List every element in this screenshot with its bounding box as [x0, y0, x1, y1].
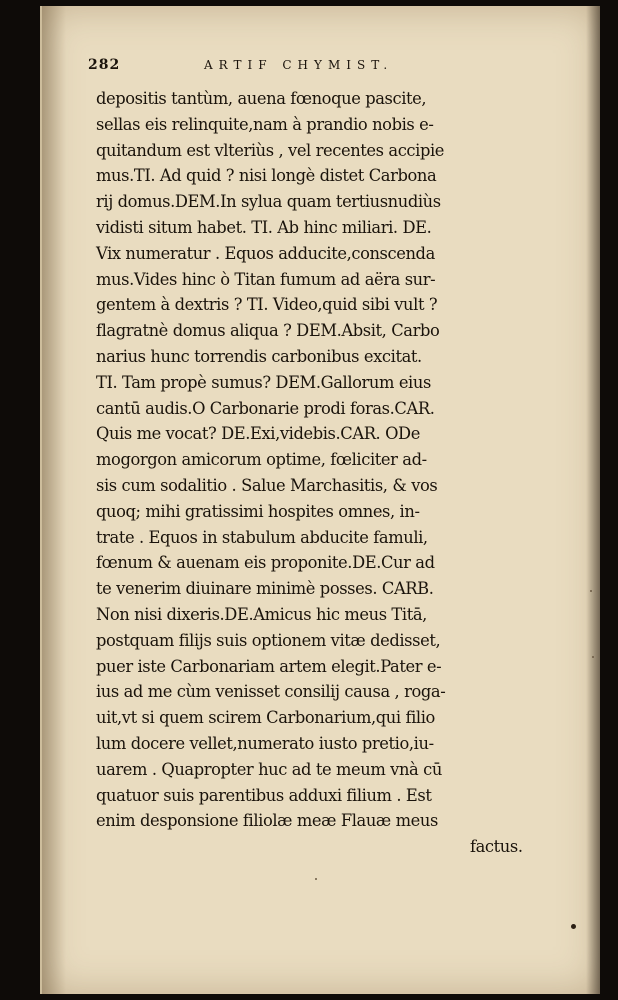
text-line: uarem . Quapropter huc ad te meum vnà cū [96, 759, 442, 779]
text-line: Quis me vocat? DE.Exi,videbis.CAR. ODe [96, 424, 420, 444]
text-line: uit,vt si quem scirem Carbonarium,qui filio [96, 708, 435, 728]
text-line: mus.TI. Ad quid ? nisi longè distet Carbona [96, 166, 437, 186]
text-line: fœnum & auenam eis proponite.DE.Cur ad [96, 553, 435, 573]
text-line: ius ad me cùm venisset consilij causa , roga- [96, 682, 446, 702]
paper-speck [315, 878, 317, 880]
text-line: flagratnè domus aliqua ? DEM.Absit, Carbo [96, 321, 440, 341]
page-number: 282 [88, 57, 121, 73]
text-line: postquam filijs suis optionem vitæ dedisset, [96, 630, 441, 650]
text-line: sellas eis relinquite,nam à prandio nobis e- [96, 114, 434, 134]
text-line-final: factus. [470, 837, 523, 857]
text-line: quoq; mihi gratissimi hospites omnes, in- [96, 501, 420, 521]
text-line: quitandum est vlteriùs , vel recentes accipie [96, 140, 445, 160]
text-line: depositis tantùm, auena fœnoque pascite, [96, 89, 427, 108]
paper-speck [592, 656, 594, 658]
text-line: sis cum sodalitio . Salue Marchasitis, & vos [96, 475, 438, 495]
text-line: enim desponsione filiolæ meæ Flauæ meus [96, 811, 438, 831]
page-gutter-shadow [42, 6, 66, 994]
text-line: te venerim diuinare minimè posses. CARB. [96, 579, 434, 599]
ink-dot-ornament [571, 924, 576, 929]
text-line: quatuor suis parentibus adduxi filium . Est [96, 785, 432, 805]
paper-speck [590, 590, 592, 592]
text-line: vidisti situm habet. TI. Ab hinc miliari. DE. [96, 217, 432, 237]
text-line: Non nisi dixeris.DE.Amicus hic meus Titā, [96, 604, 427, 624]
text-line: TI. Tam propè sumus? DEM.Gallorum eius [96, 372, 431, 392]
text-line: mus.Vides hinc ò Titan fumum ad aëra sur- [96, 269, 436, 289]
text-line: cantū audis.O Carbonarie prodi foras.CAR. [96, 398, 435, 418]
running-header [88, 57, 518, 77]
text-line: mogorgon amicorum optime, fœliciter ad- [96, 450, 427, 470]
page-body-text [96, 86, 590, 860]
text-line: gentem à dextris ? TI. Video,quid sibi vult ? [96, 295, 438, 315]
text-line: narius hunc torrendis carbonibus excitat. [96, 346, 422, 366]
text-line: lum docere vellet,numerato iusto pretio,iu- [96, 733, 434, 753]
text-line: rij domus.DEM.In sylua quam tertiusnudiùs [96, 192, 441, 212]
text-line: puer iste Carbonariam artem elegit.Pater e- [96, 656, 442, 676]
text-line: Vix numeratur . Equos adducite,conscenda [96, 243, 435, 263]
text-line: trate . Equos in stabulum abducite famuli, [96, 527, 428, 547]
running-title: ARTIF CHYMIST. [204, 58, 394, 72]
